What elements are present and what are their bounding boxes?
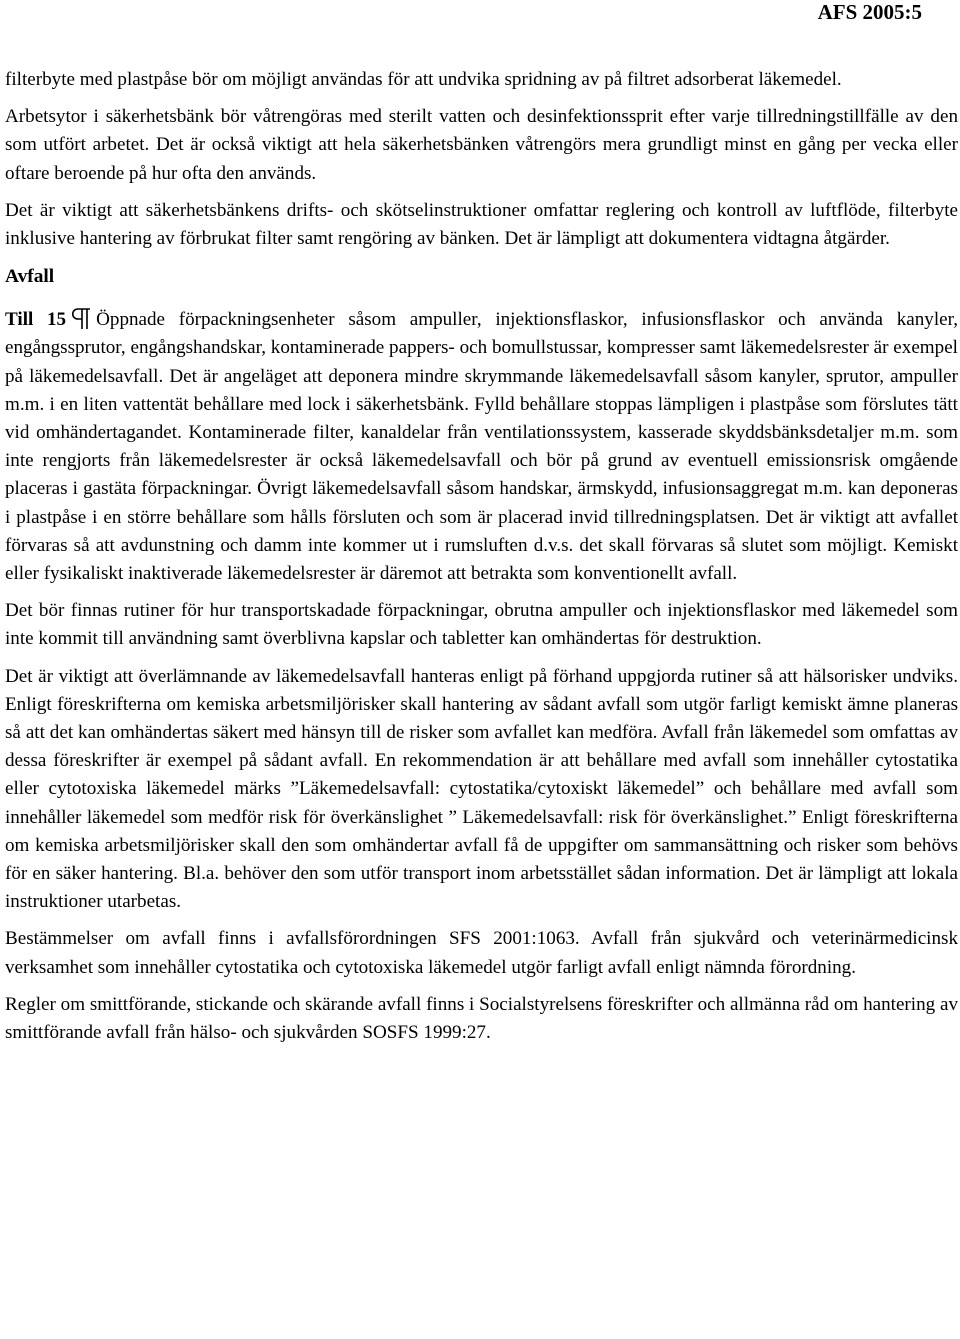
paragraph-waste-handover: Det är viktigt att överlämnande av läkemedelsavfall hanteras enligt på förhand uppgjorda rutiner så att hälsorisker undviks. Enligt föreskrifterna om kemiska arbetsmiljörisker skall hantering av sådant avfall som utgör farligt kemiskt ämne planeras så att det kan omhändertas säkert med hänsyn till de risker som avfallet kan medföra. Avfall från läkemedel som omfattas av dessa föreskrifter är exempel på sådant avfall. En rekommendation är att behållare med avfall som innehåller cytostatika eller cytotoxiska läkemedel märks ”Läkemedelsavfall: cytostatika/cytoxiskt läkemedel” och behållare med avfall som innehåller läkemedel som medför risk för överkänslighet ” Läkemedelsavfall: risk för överkänslighet.” Enligt föreskrifterna om kemiska arbetsmiljörisker skall den som omhändertar avfall få de uppgifter om sammansättning och risker som behövs för en säker hantering. Bl.a. behöver den som utför transport inom arbetsstället sådan information. Det är lämpligt att lokala instruktioner utarbetas. bbox=[5, 665, 958, 913]
paragraph-damaged-packaging: Det bör finnas rutiner för hur transportskadade förpackningar, obrutna ampuller och injektionsflaskor med läkemedel som inte kommit till användning samt överblivna kapslar och tabletter kan omhändertas för destruktion. bbox=[5, 600, 958, 650]
document-body bbox=[5, 66, 958, 1056]
section-heading-text: Avfall bbox=[5, 266, 55, 288]
section-heading-avfall bbox=[5, 263, 958, 291]
pilcrow-icon bbox=[68, 307, 92, 331]
paragraph-rule-15 bbox=[5, 306, 958, 588]
paragraph-infectious-waste: Regler om smittförande, stickande och skärande avfall finns i Socialstyrelsens föreskrifter och allmänna råd om hantering av smittförande avfall från hälso- och sjukvården SOSFS 1999:27. bbox=[5, 993, 958, 1044]
rule-label: Till 15 bbox=[5, 309, 67, 331]
paragraph-waste-regulation: Bestämmelser om avfall finns i avfallsförordningen SFS 2001:1063. Avfall från sjukvård och veterinärmedicinsk verksamhet som innehåller cytostatika och cytotoxiska läkemedel utgör farligt avfall enligt nämnda förordning. bbox=[5, 928, 958, 978]
paragraph-work-surfaces: Arbetsytor i säkerhetsbänk bör våtrengöras med sterilt vatten och desinfektionssprit efter varje tillredningstillfälle av den som utfört arbetet. Det är också viktigt att hela säkerhetsbänken våtrengörs mera grundligt minst en gång per vecka eller oftare beroende på hur ofta den används. bbox=[5, 106, 958, 184]
paragraph-filter-change: filterbyte med plastpåse bör om möjligt användas för att undvika spridning av på filtret adsorberat läkemedel. bbox=[5, 69, 842, 90]
paragraph-instructions: Det är viktigt att säkerhetsbänkens drifts- och skötselinstruktioner omfattar reglering och kontroll av luftflöde, filterbyte inklusive hantering av förbrukat filter samt rengöring av bänken. Det är lämpligt att dokumentera vidtagna åtgärder. bbox=[5, 199, 958, 250]
document-id-header: AFS 2005:5 bbox=[817, 0, 922, 24]
rule-text: Öppnade förpackningsenheter såsom ampuller, injektionsflaskor, infusionsflaskor och använda kanyler, engångssprutor, engångshandskar, kontaminerade pappers- och bomullstussar, kompresser samt läkemedelsrester är exempel på läkemedelsavfall. Det är angeläget att deponera mindre skrymmande läkemedelsavfall såsom kanyler, sprutor, ampuller m.m. i en liten vattentät behållare med lock i säkerhetsbänk. Fylld behållare stoppas lämpligen i plastpåse som förslutes tätt vid omhändertagandet. Kontaminerade filter, kanaldelar från ventilationssystem, kasserade skyddsbänksdetaljer m.m. som inte rengjorts från läkemedelsrester är också läkemedelsavfall och bör på grund av eventuell emissionsrisk omgående placeras i gastäta förpackningar. Övrigt läkemedelsavfall såsom handskar, ärmskydd, infusionsaggregat m.m. kan deponeras i plastpåse i en större behållare som hålls försluten och som är placerad invid tillredningsplatsen. Det är viktigt att avfallet förvaras så att avdunstning och damm inte kommer ut i rumsluften d.v.s. det skall förvaras så slutet som möjligt. Kemiskt eller fysikaliskt inaktiverade läkemedelsrester är däremot att betrakta som konventionellt avfall. bbox=[5, 309, 958, 585]
